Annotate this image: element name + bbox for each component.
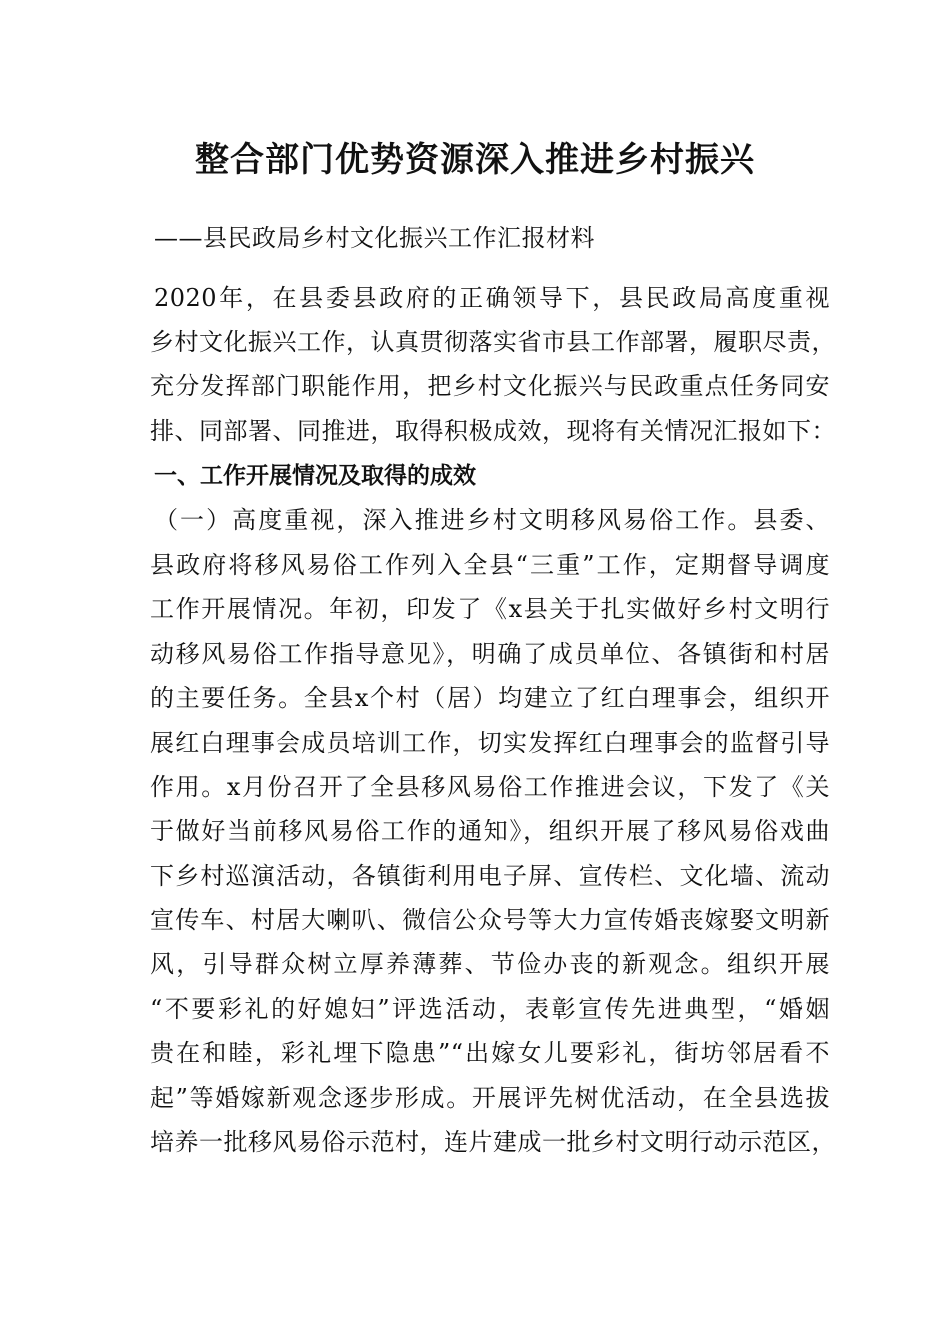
intro-line: 乡村文化振兴工作，认真贯彻落实省市县工作部署，履职尽责， — [150, 328, 836, 356]
body-line: 的主要任务。全县x个村（居）均建立了红白理事会，组织开 — [150, 684, 830, 712]
body-line: 于做好当前移风易俗工作的通知》，组织开展了移风易俗戏曲 — [150, 817, 830, 845]
document-subtitle: ——县民政局乡村文化振兴工作汇报材料 — [154, 224, 595, 252]
body-line: 动移风易俗工作指导意见》，明确了成员单位、各镇街和村居 — [150, 640, 830, 668]
body-line: 工作开展情况。年初，印发了《x县关于扎实做好乡村文明行 — [150, 595, 830, 623]
body-line: （一）高度重视，深入推进乡村文明移风易俗工作。县委、 — [154, 506, 830, 534]
intro-line: 2020年，在县委县政府的正确领导下，县民政局高度重视 — [154, 284, 830, 312]
body-line: 宣传车、村居大喇叭、微信公众号等大力宣传婚丧嫁娶文明新 — [150, 906, 830, 934]
intro-line: 排、同部署、同推进，取得积极成效，现将有关情况汇报如下： — [150, 417, 836, 445]
document-title: 整合部门优势资源深入推进乡村振兴 — [195, 140, 755, 180]
body-line: 起”等婚嫁新观念逐步形成。开展评先树优活动，在全县选拔 — [150, 1084, 830, 1112]
body-line: 下乡村巡演活动，各镇街利用电子屏、宣传栏、文化墙、流动 — [150, 862, 830, 890]
body-line: 展红白理事会成员培训工作，切实发挥红白理事会的监督引导 — [150, 729, 830, 757]
body-line: “不要彩礼的好媳妇”评选活动，表彰宣传先进典型，“婚姻 — [150, 995, 830, 1023]
body-line: 作用。x月份召开了全县移风易俗工作推进会议，下发了《关 — [150, 773, 830, 801]
body-line: 风，引导群众树立厚养薄葬、节俭办丧的新观念。组织开展 — [150, 950, 830, 978]
body-line: 县政府将移风易俗工作列入全县“三重”工作，定期督导调度 — [150, 551, 830, 579]
intro-line: 充分发挥部门职能作用，把乡村文化振兴与民政重点任务同安 — [150, 372, 830, 400]
body-line: 贵在和睦，彩礼埋下隐患”“出嫁女儿要彩礼，街坊邻居看不 — [150, 1039, 830, 1067]
body-line: 培养一批移风易俗示范村，连片建成一批乡村文明行动示范区， — [150, 1128, 836, 1156]
section-heading: 一、工作开展情况及取得的成效 — [154, 463, 476, 489]
